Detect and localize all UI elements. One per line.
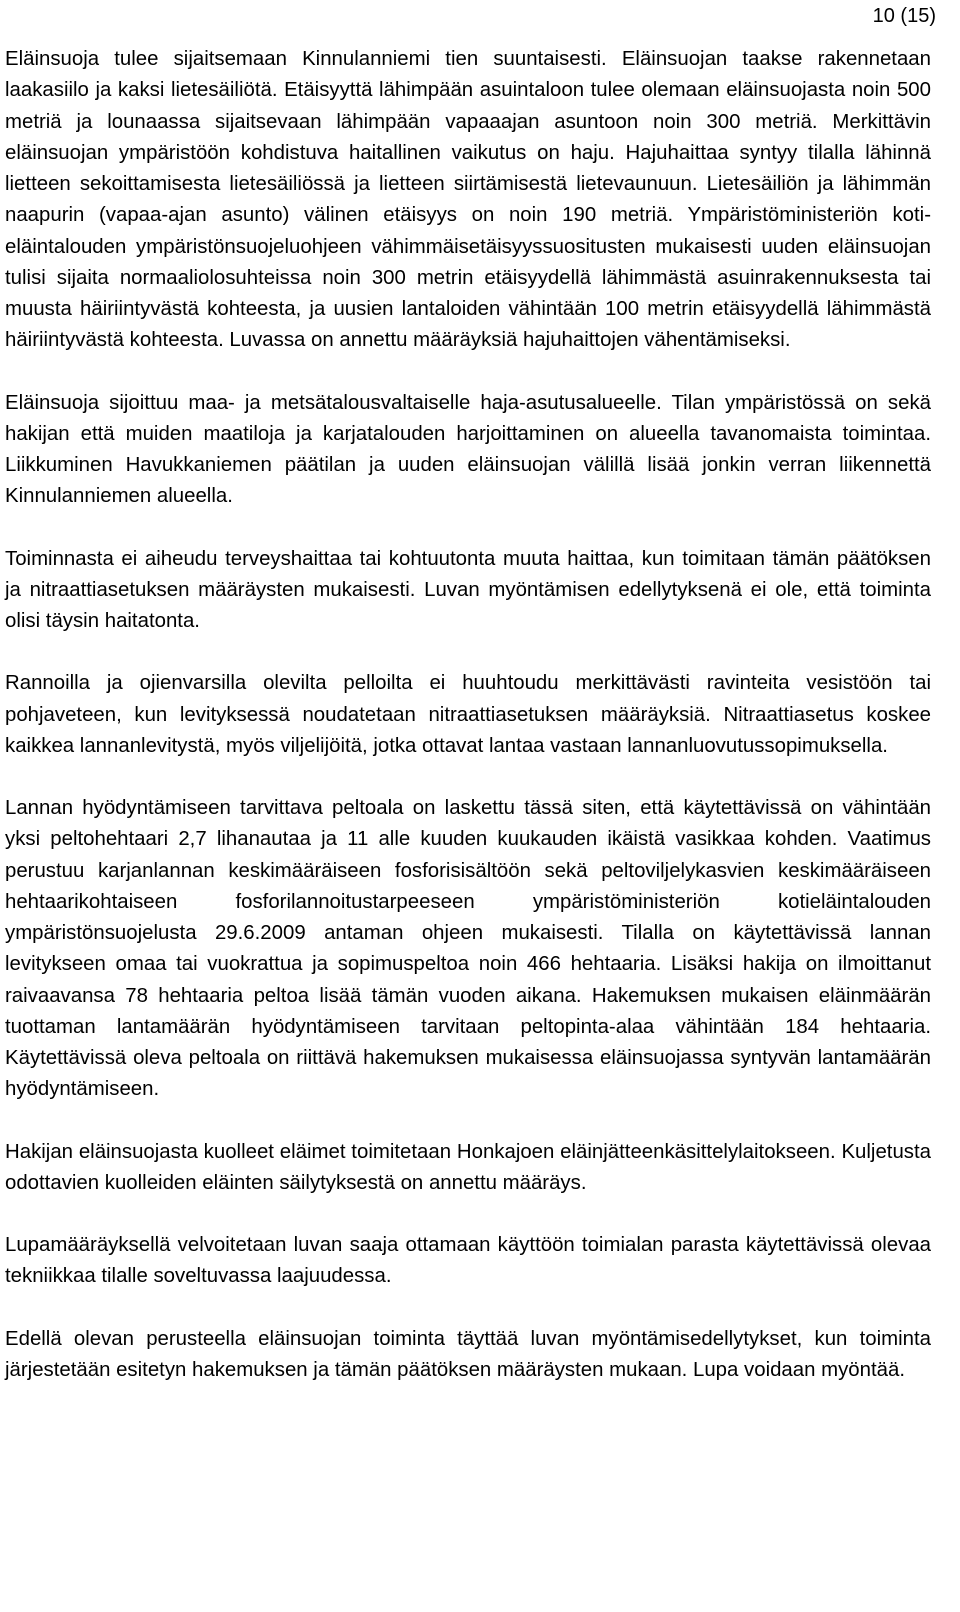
paragraph-health-harm: Toiminnasta ei aiheudu terveyshaittaa tai kohtuutonta muuta haittaa, kun toimitaan tämän päätöksen ja nitraattiasetuksen määräysten mukaisesti. Luvan myöntämisen edellytyksenä ei ole, että toiminta olisi täysin haitatonta.: [5, 547, 931, 632]
document-body: [5, 44, 931, 1417]
paragraph-permit-conclusion: Edellä olevan perusteella eläinsuojan toiminta täyttää luvan myöntämisedellytykset, kun toiminta järjestetään esitetyn hakemuksen ja tämän päätöksen määräysten mukaan. Lupa voidaan myöntää.: [5, 1327, 931, 1381]
paragraph-dead-animals: Hakijan eläinsuojasta kuolleet eläimet toimitetaan Honkajoen eläinjätteenkäsittelylaitokseen. Kuljetusta odottavien kuolleiden eläinten säilytyksestä on annettu määräys.: [5, 1140, 931, 1194]
paragraph-odor-distances: Eläinsuoja tulee sijaitsemaan Kinnulanniemi tien suuntaisesti. Eläinsuojan taakse rakennetaan laakasiilo ja kaksi lietesäiliötä. Etäisyyttä lähimpään asuintaloon tulee olemaan eläinsuojasta noin 500 metriä ja lounaassa sijaitsevaan lähimpään vapaaajan asuntoon noin 300 metriä. Merkittävin eläinsuojan ympäristöön kohdistuva haitallinen vaikutus on haju. Hajuhaittaa syntyy tilalla lähinnä lietteen sekoittamisesta lietesäiliössä ja lietteen siirtämisestä lietevaunuun. Lietesäiliön ja lähimmän naapurin (vapaa-ajan asunto) välinen etäisyys on noin 190 metriä. Ympäristöministeriön kotieläintalouden ympäristönsuojeluohjeen vähimmäisetäisyyssuositusten mukaisesti uuden eläinsuojan tulisi sijaita normaaliolosuhteissa noin 300 metrin etäisyydellä lähimmästä asuinrakennuksesta tai muusta häiriintyvästä kohteesta, ja uusien lantaloiden vähintään 100 metrin etäisyydellä lähimmästä häiriintyvästä kohteesta. Luvassa on annettu määräyksiä hajuhaittojen vähentämiseksi.: [5, 48, 931, 352]
paragraph-best-available-technique: Lupamääräyksellä velvoitetaan luvan saaja ottamaan käyttöön toimialan parasta käytettävissä olevaa tekniikkaa tilalle soveltuvassa laajuudessa.: [5, 1234, 931, 1288]
page-number: 10 (15): [872, 5, 936, 27]
paragraph-land-use: Eläinsuoja sijoittuu maa- ja metsätalousvaltaiselle haja-asutusalueelle. Tilan ympäristössä on sekä hakijan että muiden maatiloja ja karjatalouden harjoittaminen on alueella tavanomaista toimintaa. Liikkuminen Havukkaniemen päätilan ja uuden eläinsuojan välillä lisää jonkin verran liikennettä Kinnulanniemen alueella.: [5, 391, 931, 508]
paragraph-nutrient-runoff: Rannoilla ja ojienvarsilla olevilta pelloilta ei huuhtoudu merkittävästi ravinteita vesistöön tai pohjaveteen, kun levityksessä noudatetaan nitraattiasetuksen määräyksiä. Nitraattiasetus koskee kaikkea lannanlevitystä, myös viljelijöitä, jotka ottavat lantaa vastaan lannanluovutussopimuksella.: [5, 672, 931, 757]
paragraph-manure-field-area: Lannan hyödyntämiseen tarvittava peltoala on laskettu tässä siten, että käytettävissä on vähintään yksi peltohehtaari 2,7 lihanautaa ja 11 alle kuuden kuukauden ikäistä vasikkaa kohden. Vaatimus perustuu karjanlannan keskimääräiseen fosforisisältöön sekä peltoviljelykasvien keskimääräiseen hehtaarikohtaiseen fosforilannoitustarpeeseen ympäristöministeriön kotieläintalouden ympäristönsuojelusta 29.6.2009 antaman ohjeen mukaisesti. Tilalla on käytettävissä lannan levitykseen omaa tai vuokrattua ja sopimuspeltoa noin 466 hehtaaria. Lisäksi hakija on ilmoittanut raivaavansa 78 hehtaaria peltoa lisää tämän vuoden aikana. Hakemuksen mukaisen eläinmäärän tuottaman lantamäärän hyödyntämiseen tarvitaan peltopinta-alaa vähintään 184 hehtaaria. Käytettävissä oleva peltoala on riittävä hakemuksen mukaisessa eläinsuojassa syntyvän lantamäärän hyödyntämiseen.: [5, 797, 931, 1101]
